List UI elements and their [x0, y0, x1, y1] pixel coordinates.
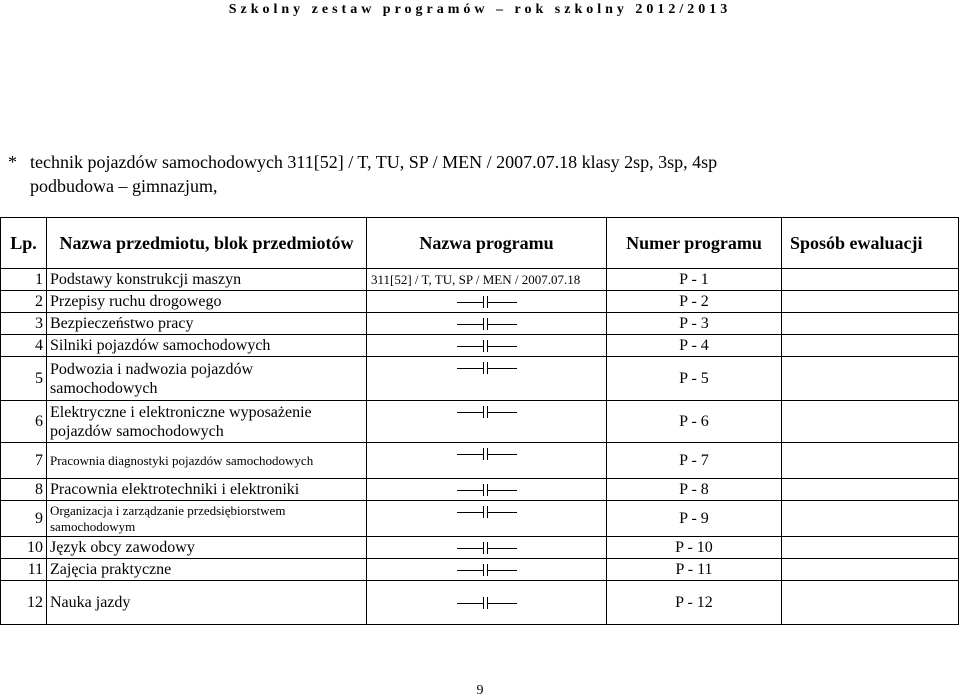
ditto-mark-icon — [457, 595, 517, 607]
row-program-number: P - 12 — [607, 581, 782, 625]
row-evaluation — [782, 537, 959, 559]
row-evaluation — [782, 479, 959, 501]
table-row — [1, 269, 959, 291]
table-row — [1, 581, 959, 625]
row-program-number: P - 6 — [607, 401, 782, 443]
row-program-name — [367, 501, 607, 537]
page-number: 9 — [476, 683, 484, 698]
table-row — [1, 313, 959, 335]
row-program-name — [367, 401, 607, 443]
header-program-number: Numer programu — [607, 218, 782, 269]
row-evaluation — [782, 313, 959, 335]
table-row — [1, 401, 959, 443]
row-program-number: P - 10 — [607, 537, 782, 559]
intro-line-1 — [8, 150, 908, 174]
row-program-name — [367, 581, 607, 625]
row-lp: 10 — [1, 537, 47, 559]
row-program-name — [367, 443, 607, 479]
row-lp: 2 — [1, 291, 47, 313]
table-row — [1, 501, 959, 537]
row-lp: 9 — [1, 501, 47, 537]
row-program-name — [367, 335, 607, 357]
program-table — [0, 217, 959, 625]
row-program-number: P - 3 — [607, 313, 782, 335]
row-program-name — [367, 357, 607, 401]
row-program-name — [367, 559, 607, 581]
page-header: Szkolny zestaw programów – rok szkolny 2012/2013 — [228, 2, 732, 17]
row-subject: Bezpieczeństwo pracy — [47, 313, 367, 335]
row-evaluation — [782, 291, 959, 313]
row-subject: Nauka jazdy — [47, 581, 367, 625]
table-row — [1, 559, 959, 581]
ditto-mark-icon — [457, 404, 517, 416]
row-program-number: P - 2 — [607, 291, 782, 313]
row-lp: 7 — [1, 443, 47, 479]
table-row — [1, 357, 959, 401]
row-subject: Język obcy zawodowy — [47, 537, 367, 559]
row-program-number: P - 9 — [607, 501, 782, 537]
row-subject: Podstawy konstrukcji maszyn — [47, 269, 367, 291]
header-evaluation: Sposób ewaluacji — [782, 218, 959, 269]
row-program-name: 311[52] / T, TU, SP / MEN / 2007.07.18 — [367, 269, 607, 291]
row-subject: Zajęcia praktyczne — [47, 559, 367, 581]
ditto-mark-icon — [457, 338, 517, 350]
row-subject: Pracownia elektrotechniki i elektroniki — [47, 479, 367, 501]
intro-line-2: podbudowa – gimnazjum, — [30, 176, 218, 196]
row-program-number: P - 5 — [607, 357, 782, 401]
row-evaluation — [782, 269, 959, 291]
row-program-number: P - 11 — [607, 559, 782, 581]
row-evaluation — [782, 559, 959, 581]
table-row — [1, 335, 959, 357]
row-evaluation — [782, 581, 959, 625]
ditto-mark-icon — [457, 482, 517, 494]
intro — [8, 150, 908, 198]
ditto-mark-icon — [457, 540, 517, 552]
row-subject: Silniki pojazdów samochodowych — [47, 335, 367, 357]
row-program-number: P - 8 — [607, 479, 782, 501]
row-program-number: P - 7 — [607, 443, 782, 479]
row-lp: 8 — [1, 479, 47, 501]
row-subject: Przepisy ruchu drogowego — [47, 291, 367, 313]
row-lp: 6 — [1, 401, 47, 443]
row-lp: 4 — [1, 335, 47, 357]
profession-title: technik pojazdów samochodowych 311[52] / T, TU, SP / MEN / 2007.07.18 klasy 2sp, 3sp, 4sp — [30, 152, 718, 172]
ditto-mark-icon — [457, 504, 517, 516]
row-evaluation — [782, 335, 959, 357]
row-lp: 12 — [1, 581, 47, 625]
row-subject: Podwozia i nadwozia pojazdów samochodowych — [47, 357, 367, 401]
row-program-name — [367, 313, 607, 335]
row-lp: 5 — [1, 357, 47, 401]
header-program-name: Nazwa programu — [367, 218, 607, 269]
row-program-number: P - 1 — [607, 269, 782, 291]
row-program-name — [367, 537, 607, 559]
row-lp: 3 — [1, 313, 47, 335]
row-evaluation — [782, 401, 959, 443]
ditto-mark-icon — [457, 562, 517, 574]
row-lp: 11 — [1, 559, 47, 581]
header-lp: Lp. — [1, 218, 47, 269]
table-row — [1, 443, 959, 479]
row-program-name — [367, 479, 607, 501]
ditto-mark-icon — [457, 360, 517, 372]
row-program-number: P - 4 — [607, 335, 782, 357]
ditto-mark-icon — [457, 316, 517, 328]
row-program-name — [367, 291, 607, 313]
bullet-icon: * — [8, 152, 17, 172]
table-row — [1, 537, 959, 559]
ditto-mark-icon — [457, 294, 517, 306]
row-subject: Pracownia diagnostyki pojazdów samochodowych — [47, 443, 367, 479]
row-subject: Elektryczne i elektroniczne wyposażenie pojazdów samochodowych — [47, 401, 367, 443]
row-evaluation — [782, 443, 959, 479]
table-header-row — [1, 218, 959, 269]
table-row — [1, 291, 959, 313]
row-evaluation — [782, 357, 959, 401]
row-evaluation — [782, 501, 959, 537]
ditto-mark-icon — [457, 446, 517, 458]
row-lp: 1 — [1, 269, 47, 291]
header-subject: Nazwa przedmiotu, blok przedmiotów — [47, 218, 367, 269]
row-subject: Organizacja i zarządzanie przedsiębiorstwem samochodowym — [47, 501, 367, 537]
table-row — [1, 479, 959, 501]
